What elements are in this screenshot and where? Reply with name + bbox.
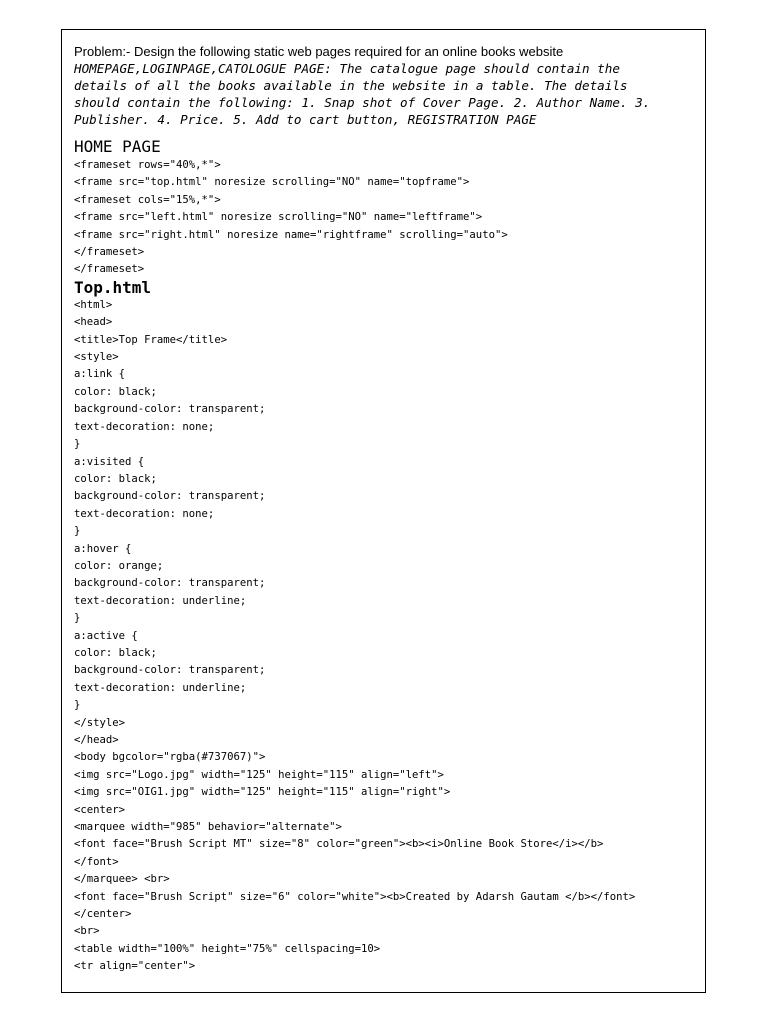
code-line: </marquee> <br> <box>74 873 170 886</box>
code-line: color: orange; <box>74 559 164 572</box>
code-line: <img src="OIG1.jpg" width="125" height="115" align="right"> <box>74 786 451 799</box>
code-line: </frameset> <box>74 263 145 276</box>
code-line: a:active { <box>74 629 138 642</box>
code-line: text-decoration: underline; <box>74 681 247 694</box>
code-line: } <box>74 438 81 451</box>
problem-detail-line: details of all the books available in the website in a table. The details <box>74 78 628 93</box>
code-line: </head> <box>74 734 119 746</box>
problem-statement: Problem:- Design the following static web pages required for an online books website <box>74 44 564 59</box>
code-line: a:visited { <box>74 455 145 468</box>
code-line: <frameset rows="40%,*"> <box>74 159 221 171</box>
code-line: color: black; <box>74 646 157 659</box>
code-line: <head> <box>74 316 113 329</box>
code-line: text-decoration: none; <box>74 420 215 433</box>
code-line: <frame src="right.html" noresize name="rightframe" scrolling="auto"> <box>74 228 508 241</box>
code-line: </center> <box>74 908 132 921</box>
code-line: </frameset> <box>74 246 145 259</box>
code-line: <tr align="center"> <box>74 960 196 973</box>
code-line: background-color: transparent; <box>74 403 266 416</box>
code-line: <img src="Logo.jpg" width="125" height="115" align="left"> <box>74 768 444 781</box>
document-body <box>74 43 694 976</box>
code-line: <br> <box>74 925 100 938</box>
code-line: } <box>74 699 81 712</box>
code-line: <frameset cols="15%,*"> <box>74 193 221 206</box>
code-line: <html> <box>74 298 113 311</box>
home-page-heading: HOME PAGE <box>74 137 161 156</box>
code-line: <center> <box>74 803 126 816</box>
code-line: <style> <box>74 351 119 364</box>
code-line: </style> <box>74 716 126 729</box>
top-html-code <box>74 297 694 976</box>
top-html-heading: Top.html <box>74 277 152 297</box>
code-line: <frame src="left.html" noresize scrolling="NO" name="leftframe"> <box>74 211 483 224</box>
problem-detail-line: Publisher. 4. Price. 5. Add to cart button, REGISTRATION PAGE <box>74 112 537 127</box>
code-line: <marquee width="985" behavior="alternate"> <box>74 821 342 834</box>
code-line: background-color: transparent; <box>74 577 266 590</box>
code-line: } <box>74 525 81 538</box>
problem-detail-line: should contain the following: 1. Snap shot of Cover Page. 2. Author Name. 3. <box>74 95 651 110</box>
code-line: color: black; <box>74 472 157 485</box>
code-line: <table width="100%" height="75%" cellspacing=10> <box>74 942 381 955</box>
code-line: a:link { <box>74 368 126 381</box>
problem-detail-line: HOMEPAGE,LOGINPAGE,CATOLOGUE PAGE: The catalogue page should contain the <box>74 61 620 76</box>
code-line: text-decoration: none; <box>74 507 215 520</box>
code-line: text-decoration: underline; <box>74 594 247 607</box>
code-line: <font face="Brush Script MT" size="8" color="green"><b><i>Online Book Store</i></b> <box>74 838 604 851</box>
home-page-code <box>74 157 694 279</box>
code-line: <body bgcolor="rgba(#737067)"> <box>74 751 266 764</box>
code-line: </font> <box>74 855 119 868</box>
code-line: <frame src="top.html" noresize scrolling="NO" name="topframe"> <box>74 176 470 189</box>
code-line: color: black; <box>74 385 157 398</box>
code-line: background-color: transparent; <box>74 664 266 677</box>
problem-details <box>74 60 694 128</box>
code-line: } <box>74 612 81 625</box>
code-line: a:hover { <box>74 542 132 555</box>
code-line: background-color: transparent; <box>74 490 266 503</box>
code-line: <title>Top Frame</title> <box>74 333 228 346</box>
code-line: <font face="Brush Script" size="6" color="white"><b>Created by Adarsh Gautam </b></font> <box>74 890 636 903</box>
